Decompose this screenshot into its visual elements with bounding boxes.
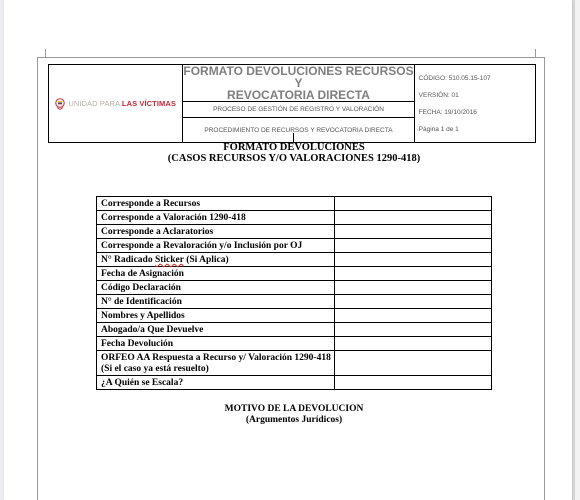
form-value-cell[interactable] bbox=[335, 309, 492, 323]
form-value-cell[interactable] bbox=[335, 376, 492, 390]
logo-text-red: LAS VÍCTIMAS bbox=[121, 99, 177, 108]
form-label: N° de Identificación bbox=[97, 295, 335, 309]
header-date: FECHA: 19/10/2016 bbox=[418, 108, 477, 116]
form-label: Corresponde a Revaloración y/o Inclusión por OJ bbox=[97, 239, 335, 253]
header-page: Página 1 de 1 bbox=[418, 125, 459, 133]
form-title bbox=[154, 142, 434, 164]
form-value-cell[interactable] bbox=[335, 267, 492, 281]
form-row-identificacion bbox=[97, 295, 492, 309]
form-label: Nombres y Apellidos bbox=[97, 309, 335, 323]
form-row-escala bbox=[97, 376, 492, 390]
form-title-line2: (CASOS RECURSOS Y/O VALORACIONES 1290-418) bbox=[167, 153, 421, 164]
form-row-revaloracion bbox=[97, 239, 492, 253]
form-value-cell[interactable] bbox=[335, 295, 492, 309]
document-header-table bbox=[48, 64, 536, 143]
motivo-heading bbox=[194, 404, 394, 426]
form-label: Código Declaración bbox=[97, 281, 335, 295]
form-label bbox=[97, 253, 335, 267]
form-value-cell[interactable] bbox=[335, 253, 492, 267]
form-label: Fecha Devolución bbox=[97, 337, 335, 351]
form-value-cell[interactable] bbox=[335, 281, 492, 295]
form-value-cell[interactable] bbox=[335, 337, 492, 351]
form-row-abogado bbox=[97, 323, 492, 337]
form-label-part: N° Radicado bbox=[101, 255, 155, 265]
form-label: ¿A Quién se Escala? bbox=[97, 376, 335, 390]
logo-text-gray: UNIDAD PARA bbox=[68, 99, 122, 108]
form-row-radicado bbox=[97, 253, 492, 267]
form-label-line: (Si el caso ya está resuelto) bbox=[101, 364, 209, 374]
header-version: VERSIÓN: 01 bbox=[418, 91, 459, 99]
motivo-line2: (Argumentos Jurídicos) bbox=[245, 415, 343, 425]
form-row-codigo-declaracion bbox=[97, 281, 492, 295]
form-value-cell[interactable] bbox=[335, 225, 492, 239]
form-label: Corresponde a Valoración 1290-418 bbox=[97, 211, 335, 225]
form-row-recursos bbox=[97, 197, 492, 211]
header-title-line2: REVOCATORIA DIRECTA bbox=[227, 88, 370, 102]
header-code: CÓDIGO: 510.05.15-107 bbox=[418, 74, 491, 82]
form-label: Fecha de Asignación bbox=[97, 267, 335, 281]
form-value-cell[interactable] bbox=[335, 323, 492, 337]
devoluciones-form-table bbox=[96, 196, 492, 390]
form-row-nombres bbox=[97, 309, 492, 323]
spellcheck-word[interactable]: Sticker bbox=[154, 255, 184, 265]
form-label: Abogado/a Que Devuelve bbox=[97, 323, 335, 337]
form-title-line1: FORMATO DEVOLUCIONES bbox=[223, 142, 365, 153]
form-row-orfeo bbox=[97, 351, 492, 376]
vertical-scrollbar[interactable] bbox=[574, 0, 580, 500]
form-label bbox=[97, 351, 335, 376]
form-value-cell[interactable] bbox=[335, 351, 492, 376]
form-value-cell[interactable] bbox=[335, 239, 492, 253]
document-page[interactable] bbox=[4, 0, 573, 500]
form-row-fecha-asignacion bbox=[97, 267, 492, 281]
motivo-line1: MOTIVO DE LA DEVOLUCION bbox=[224, 404, 364, 414]
colombia-shield-icon bbox=[55, 98, 65, 110]
form-label: Corresponde a Recursos bbox=[97, 197, 335, 211]
form-row-fecha-devolucion bbox=[97, 337, 492, 351]
logo-cell bbox=[49, 65, 183, 143]
form-value-cell[interactable] bbox=[335, 197, 492, 211]
header-process: PROCESO DE GESTIÓN DE REGISTRO Y VALORACIÓN bbox=[183, 102, 414, 118]
unidad-victimas-logo bbox=[49, 98, 182, 110]
form-label-line: ORFEO AA Respuesta a Recurso y/ Valoración 1290-418 bbox=[101, 353, 331, 363]
header-meta-cell bbox=[414, 65, 535, 143]
form-label: Corresponde a Aclaratorios bbox=[97, 225, 335, 239]
header-title-line1: FORMATO DEVOLUCIONES RECURSOS Y bbox=[183, 64, 414, 90]
form-row-valoracion bbox=[97, 211, 492, 225]
header-title-cell bbox=[183, 65, 414, 102]
form-value-cell[interactable] bbox=[335, 211, 492, 225]
header-procedure: PROCEDIMIENTO DE RECURSOS Y REVOCATORIA DIRECTA bbox=[183, 118, 414, 143]
form-row-aclaratorios bbox=[97, 225, 492, 239]
form-label-part: (Si Aplica) bbox=[183, 255, 229, 265]
